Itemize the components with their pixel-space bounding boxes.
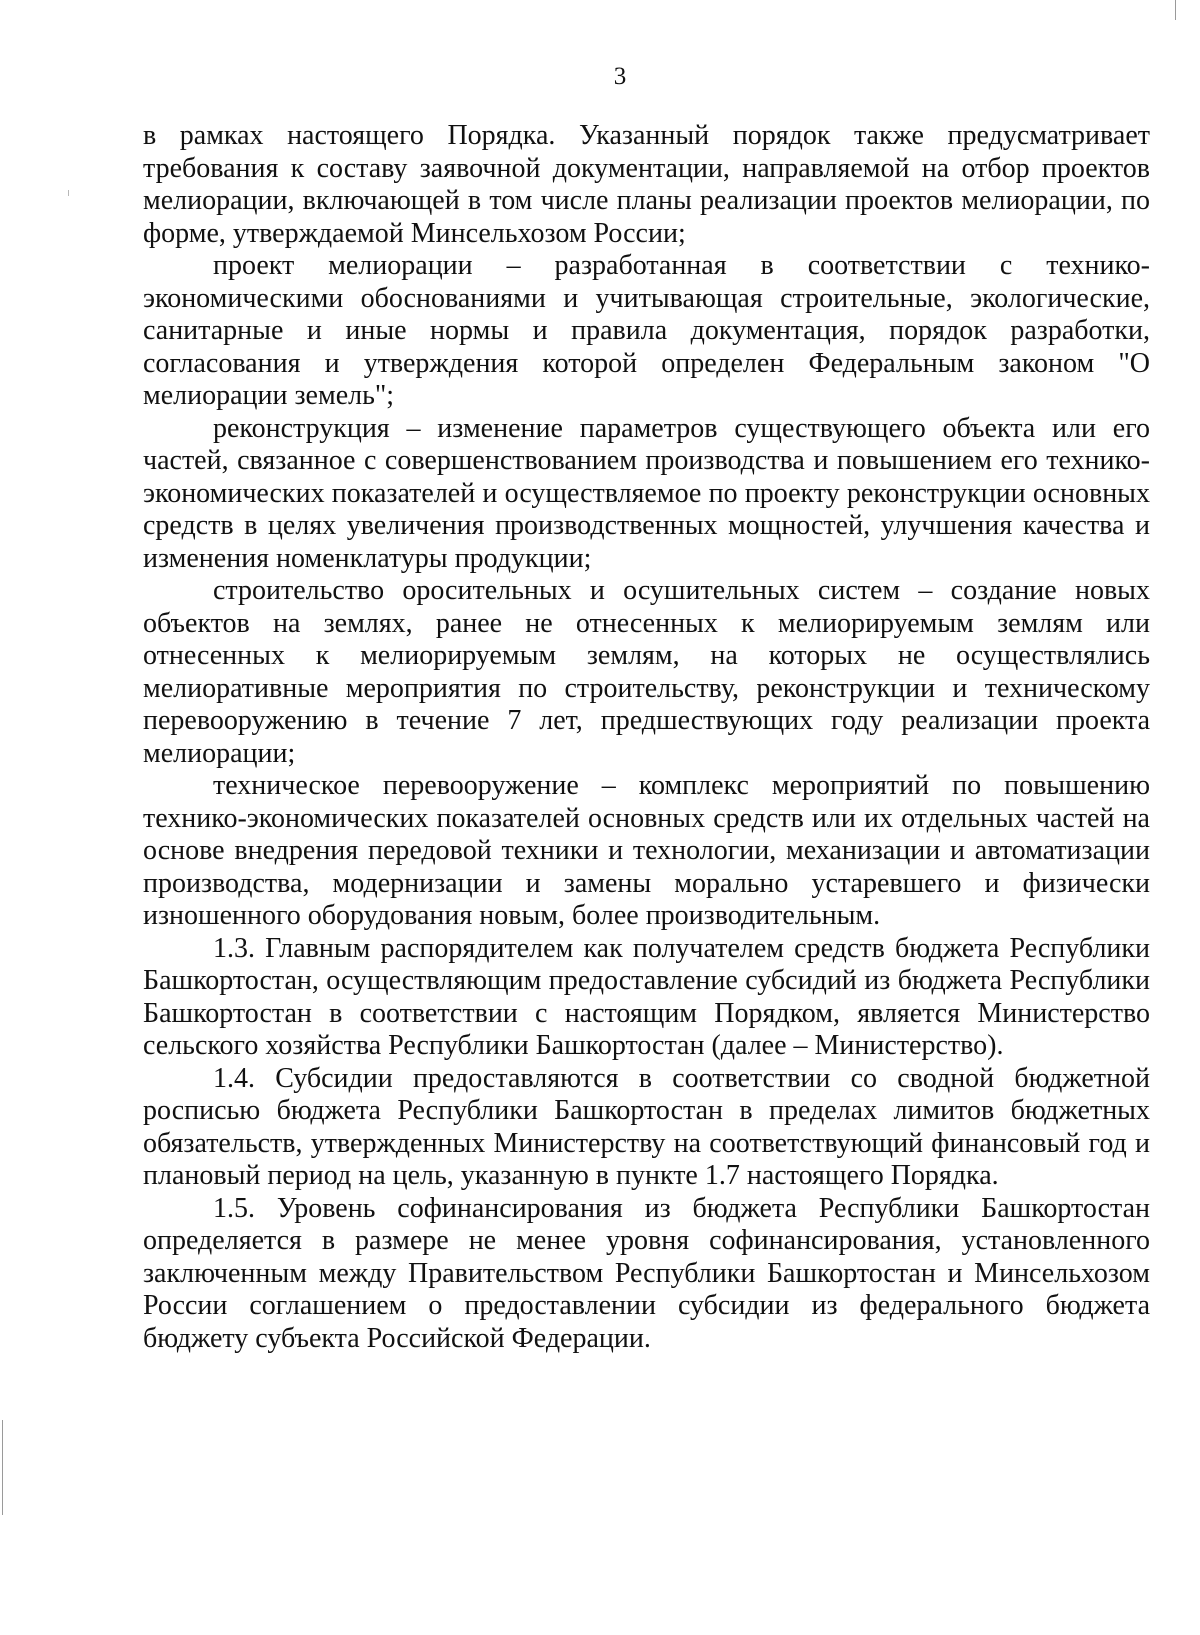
paragraph-section-1-5: 1.5. Уровень софинансирования из бюджета Республики Башкортостан определяется в размере не менее уровня софинансирования, установленного заключенным между Правительством Республики Башкортостан и Минсельхозом России соглашением о предоставлении субсидии из федерального бюджета бюджету субъекта Российской Федерации. [143,1192,1150,1354]
paragraph-definition-melioration-project: проект мелиорации – разработанная в соответствии с технико-экономическими обоснованиями и учитывающая строительные, экологические, санитарные и иные нормы и правила документация, порядок разработки, согласования и утверждения которой определен Федеральным законом "О мелиорации земель"; [143,250,1150,411]
document-body [143,120,1150,1355]
paragraph-definition-reconstruction: реконструкция – изменение параметров существующего объекта или его частей, связанное с совершенствованием производства и повышением его технико-экономических показателей и осуществляемое по проекту реконструкции основных средств в целях увеличения производственных мощностей, улучшения качества и изменения номенклатуры продукции; [143,412,1150,574]
paragraph-definition-construction: строительство оросительных и осушительных систем – создание новых объектов на землях, ранее не отнесенных к мелиорируемым землям или отнесенных к мелиорируемым землям, на которых не осуществлялись мелиоративные мероприятия по строительству, реконструкции и техническому перевооружению в течение 7 лет, предшествующих году реализации проекта мелиорации; [143,575,1150,769]
paragraph-section-1-3: 1.3. Главным распорядителем как получателем средств бюджета Республики Башкортостан, осуществляющим предоставление субсидий из бюджета Республики Башкортостан в соответствии с настоящим Порядком, является Министерство сельского хозяйства Республики Башкортостан (далее – Министерство). [143,932,1150,1061]
paragraph-continuation: в рамках настоящего Порядка. Указанный порядок также предусматривает требования к составу заявочной документации, направляемой на отбор проектов мелиорации, включающей в том числе планы реализации проектов мелиорации, по форме, утверждаемой Минсельхозом России; [143,120,1150,249]
paragraph-section-1-4: 1.4. Субсидии предоставляются в соответствии со сводной бюджетной росписью бюджета Республики Башкортостан в пределах лимитов бюджетных обязательств, утвержденных Министерству на соответствующий финансовый год и плановый период на цель, указанную в пункте 1.7 настоящего Порядка. [143,1062,1150,1191]
paragraph-definition-reequipment: техническое перевооружение – комплекс мероприятий по повышению технико-экономических показателей основных средств или их отдельных частей на основе внедрения передовой техники и технологии, механизации и автоматизации производства, модернизации и замены морально устаревшего и физически изношенного оборудования новым, более производительным. [143,770,1150,931]
scan-artifact-line [1175,0,1176,20]
scan-artifact-line [2,1420,3,1515]
page-number: 3 [613,63,627,90]
scan-artifact-dot [68,190,69,196]
